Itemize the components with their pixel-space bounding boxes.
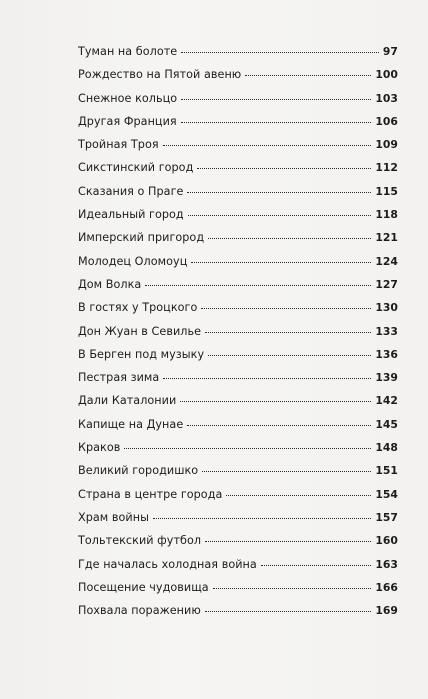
toc-entry-title: Похвала поражению xyxy=(78,604,201,618)
toc-entry xyxy=(78,208,398,231)
toc-dot-leader xyxy=(226,495,371,496)
toc-entry xyxy=(78,511,398,534)
toc-entry-title: Другая Франция xyxy=(78,114,177,128)
toc-entry-title: Рождество на Пятой авеню xyxy=(78,68,242,82)
toc-entry xyxy=(78,278,398,301)
toc-entry-title: Молодец Оломоуц xyxy=(78,254,188,268)
toc-dot-leader xyxy=(187,425,371,426)
toc-entry-page-number: 142 xyxy=(375,394,398,408)
toc-entry-page-number: 166 xyxy=(375,580,398,594)
toc-entry xyxy=(78,488,398,511)
toc-entry-title: Дали Каталонии xyxy=(78,394,177,408)
toc-dot-leader xyxy=(245,75,371,76)
toc-entry-title: Капище на Дунае xyxy=(78,417,184,431)
toc-dot-leader xyxy=(145,285,371,286)
toc-entry xyxy=(78,45,398,68)
toc-dot-leader xyxy=(205,611,371,612)
toc-entry-title: В Берген под музыку xyxy=(78,347,205,361)
toc-entry-page-number: 169 xyxy=(375,604,398,618)
toc-dot-leader xyxy=(188,215,372,216)
toc-entry-page-number: 118 xyxy=(375,208,398,222)
toc-entry-title: В гостях у Троцкого xyxy=(78,301,198,315)
toc-dot-leader xyxy=(213,588,372,589)
toc-dot-leader xyxy=(181,99,371,100)
toc-entry-page-number: 115 xyxy=(375,184,398,198)
toc-dot-leader xyxy=(202,471,371,472)
toc-entry xyxy=(78,558,398,581)
toc-entry xyxy=(78,92,398,115)
toc-entry xyxy=(78,348,398,371)
toc-dot-leader xyxy=(124,448,371,449)
toc-dot-leader xyxy=(205,332,371,333)
toc-dot-leader xyxy=(181,52,379,53)
toc-dot-leader xyxy=(153,518,371,519)
toc-entry-title: Где началась холодная война xyxy=(78,557,257,571)
toc-entry-title: Идеальный город xyxy=(78,208,184,222)
toc-entry-page-number: 163 xyxy=(375,557,398,571)
table-of-contents xyxy=(78,45,398,627)
toc-entry-page-number: 121 xyxy=(375,231,398,245)
toc-entry-page-number: 112 xyxy=(375,161,398,175)
toc-entry-page-number: 103 xyxy=(375,91,398,105)
toc-entry-page-number: 145 xyxy=(375,417,398,431)
toc-entry xyxy=(78,325,398,348)
toc-dot-leader xyxy=(163,378,371,379)
toc-entry-title: Снежное кольцо xyxy=(78,91,178,105)
toc-entry-title: Сказания о Праге xyxy=(78,184,184,198)
toc-entry-page-number: 97 xyxy=(382,45,398,58)
toc-entry-title: Туман на болоте xyxy=(78,45,178,58)
toc-entry-title: Сикстинский город xyxy=(78,161,194,175)
toc-entry-page-number: 133 xyxy=(375,324,398,338)
toc-entry-page-number: 148 xyxy=(375,441,398,455)
toc-entry-page-number: 139 xyxy=(375,371,398,385)
toc-dot-leader xyxy=(208,355,371,356)
toc-entry-title: Тройная Троя xyxy=(78,138,159,152)
toc-dot-leader xyxy=(201,308,371,309)
toc-entry-title: Дон Жуан в Севилье xyxy=(78,324,202,338)
toc-entry-title: Краков xyxy=(78,441,121,455)
toc-entry xyxy=(78,138,398,161)
toc-entry-page-number: 130 xyxy=(375,301,398,315)
toc-entry-title: Великий городишко xyxy=(78,464,199,478)
toc-entry xyxy=(78,604,398,627)
toc-entry-page-number: 100 xyxy=(375,68,398,82)
toc-entry-page-number: 136 xyxy=(375,347,398,361)
toc-entry-title: Имперский пригород xyxy=(78,231,205,245)
toc-entry-title: Страна в центре города xyxy=(78,487,223,501)
toc-entry-page-number: 151 xyxy=(375,464,398,478)
toc-entry-title: Пестрая зима xyxy=(78,371,160,385)
toc-entry xyxy=(78,371,398,394)
toc-entry-page-number: 157 xyxy=(375,510,398,524)
toc-entry-page-number: 106 xyxy=(375,114,398,128)
toc-entry xyxy=(78,394,398,417)
toc-dot-leader xyxy=(261,565,371,566)
toc-dot-leader xyxy=(197,168,371,169)
toc-entry xyxy=(78,231,398,254)
toc-entry xyxy=(78,161,398,184)
toc-entry xyxy=(78,581,398,604)
toc-dot-leader xyxy=(208,238,371,239)
toc-entry xyxy=(78,418,398,441)
toc-entry xyxy=(78,441,398,464)
toc-dot-leader xyxy=(191,262,371,263)
toc-entry-page-number: 127 xyxy=(375,277,398,291)
toc-entry-page-number: 109 xyxy=(375,138,398,152)
toc-entry xyxy=(78,185,398,208)
toc-dot-leader xyxy=(181,122,372,123)
toc-entry xyxy=(78,255,398,278)
toc-entry-page-number: 124 xyxy=(375,254,398,268)
toc-entry-title: Посещение чудовища xyxy=(78,580,209,594)
toc-entry-page-number: 154 xyxy=(375,487,398,501)
toc-entry-title: Храм войны xyxy=(78,510,149,524)
toc-dot-leader xyxy=(205,541,371,542)
toc-entry-title: Дом Волка xyxy=(78,277,142,291)
toc-entry xyxy=(78,464,398,487)
toc-entry xyxy=(78,301,398,324)
toc-entry-page-number: 160 xyxy=(375,534,398,548)
toc-entry xyxy=(78,115,398,138)
toc-entry xyxy=(78,68,398,91)
toc-dot-leader xyxy=(180,401,371,402)
toc-dot-leader xyxy=(187,192,371,193)
toc-entry xyxy=(78,534,398,557)
toc-entry-title: Тольтекский футбол xyxy=(78,534,202,548)
toc-dot-leader xyxy=(163,145,372,146)
